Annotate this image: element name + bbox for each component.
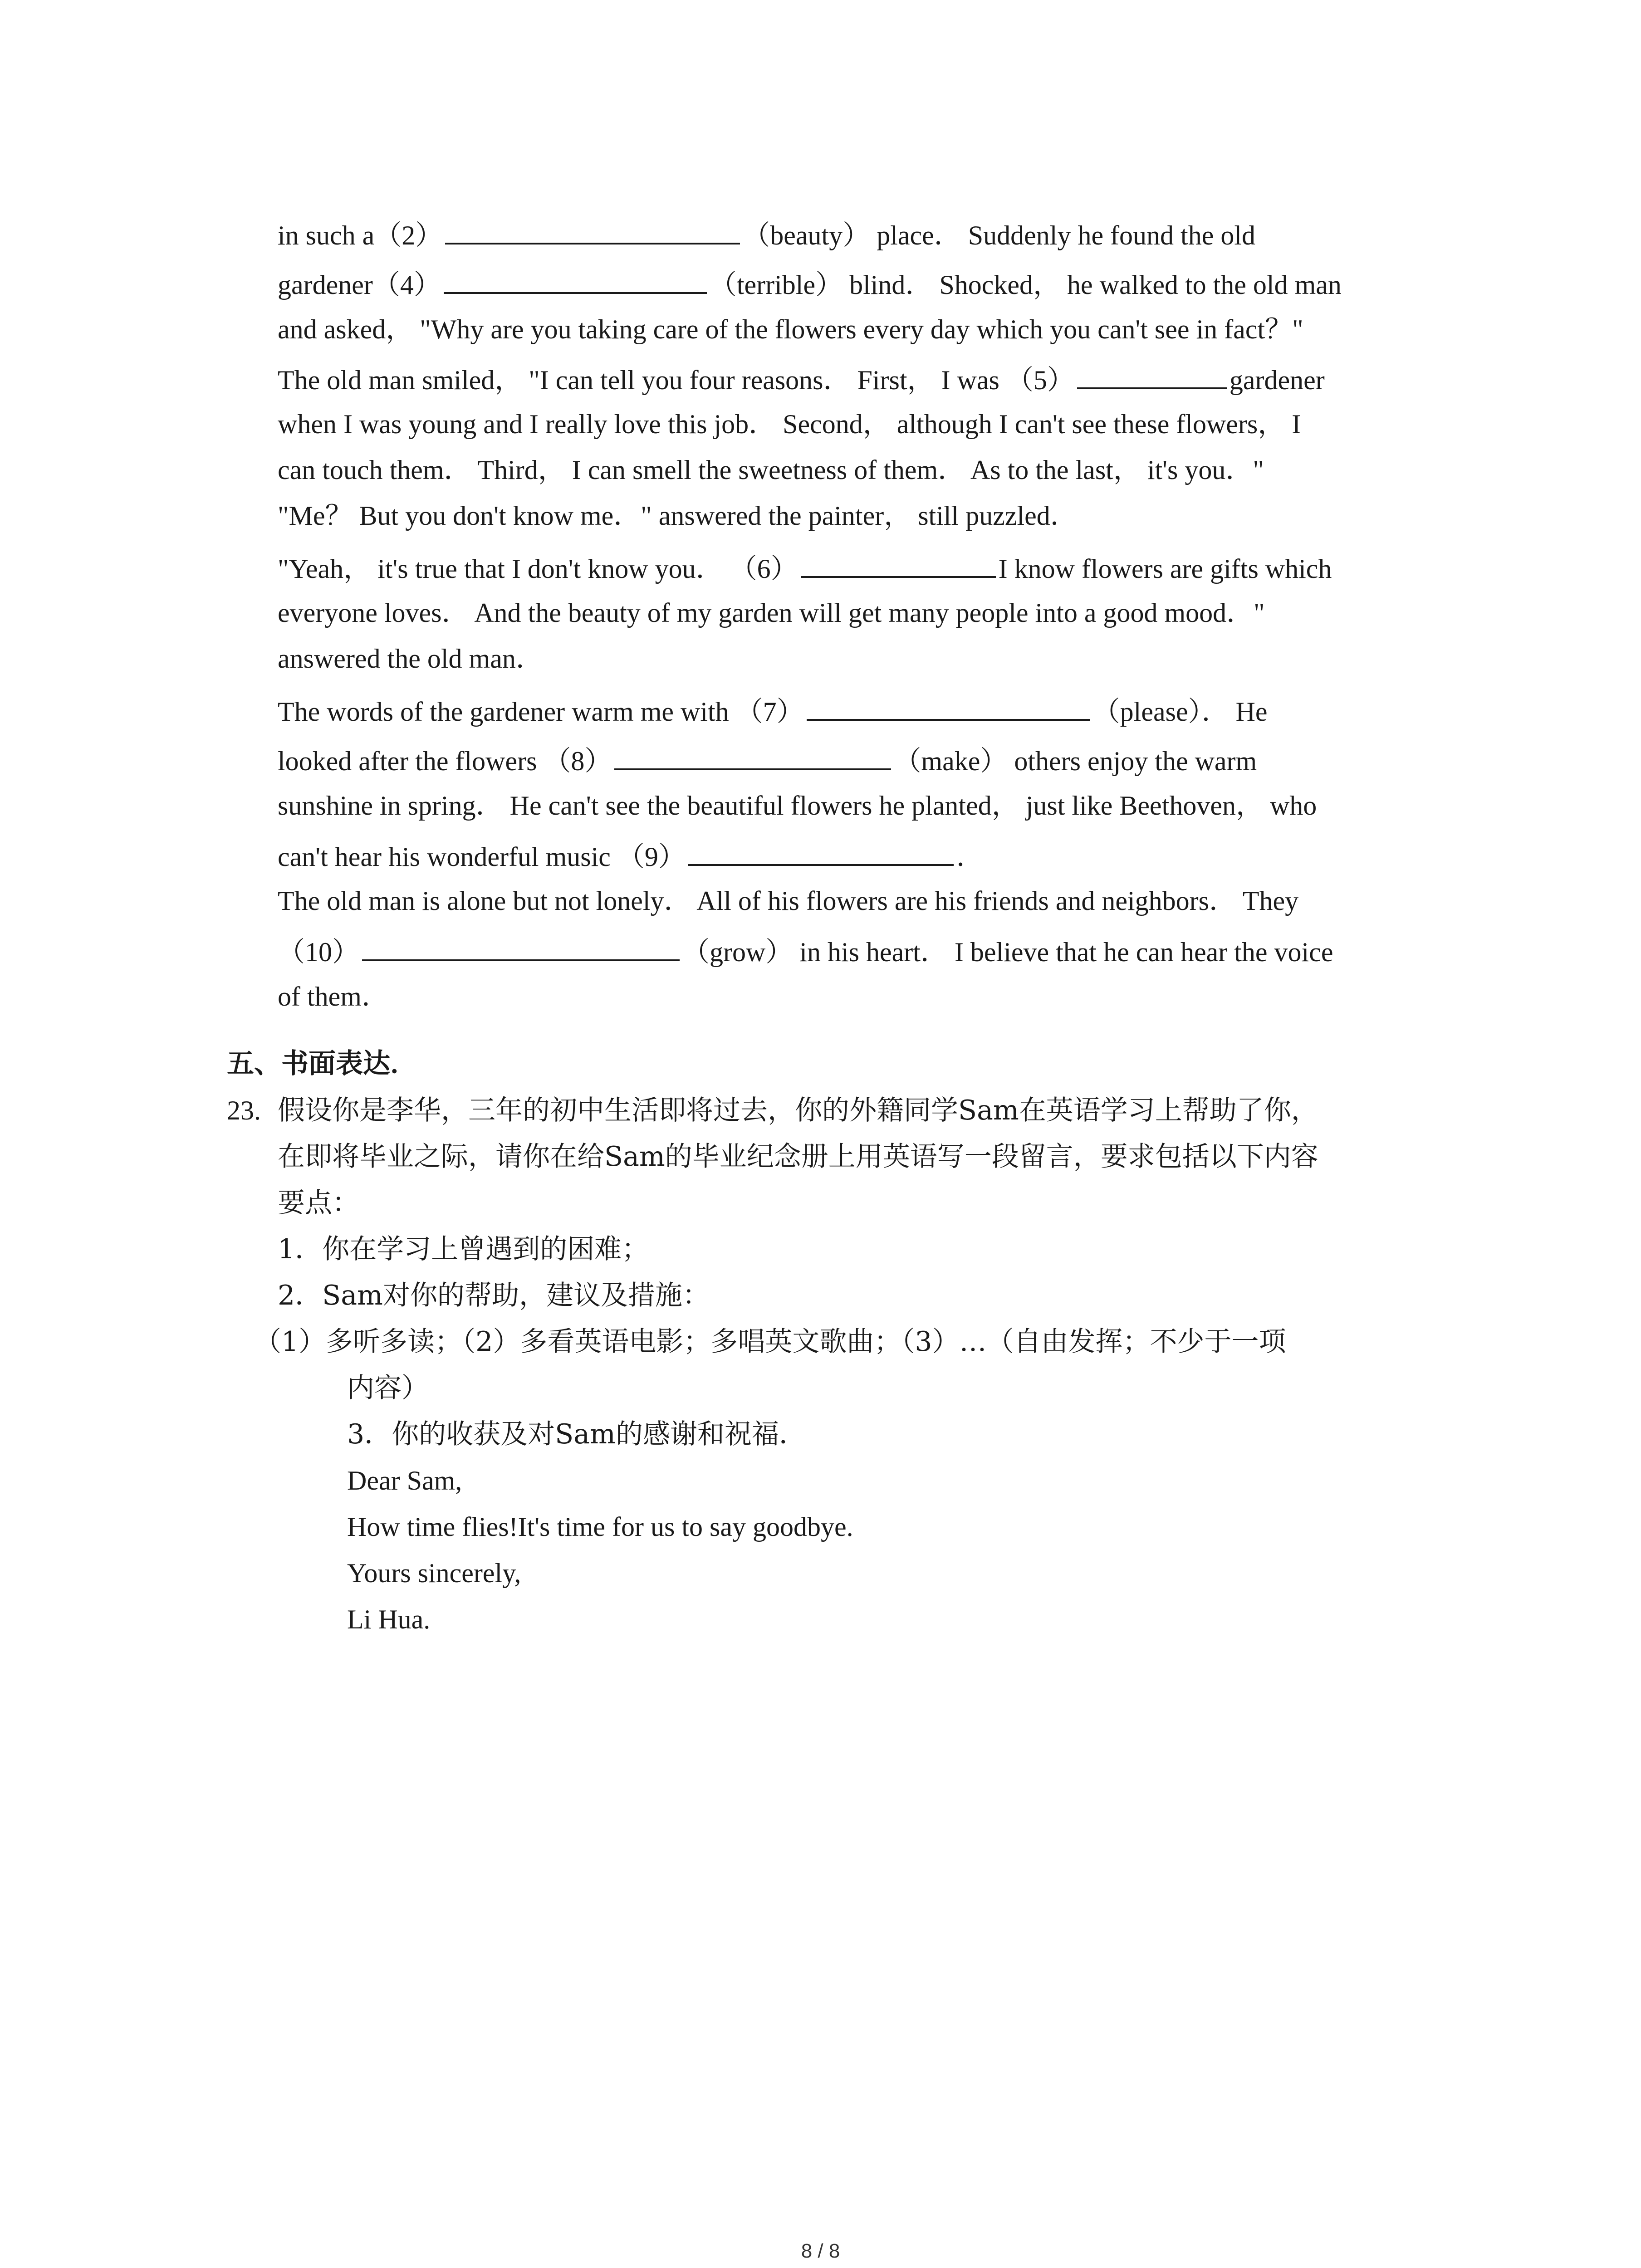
passage-line-8 — [278, 549, 1332, 587]
passage-line-6: can touch them． Third， I can smell the sweetness of them． As to the last， it's you．" — [278, 455, 1264, 485]
letter-closing: Yours sincerely, — [347, 1558, 521, 1588]
answer-blank-6 — [801, 549, 996, 578]
requirement-point-2-detail-cont: 内容） — [347, 1372, 429, 1404]
line-text: （make） others enjoy the warm — [894, 746, 1257, 776]
answer-blank-4 — [444, 265, 707, 294]
section-title: 五、书面表达． — [227, 1048, 417, 1080]
requirement-point-2: 2．Sam对你的帮助，建议及措施： — [278, 1280, 710, 1311]
line-text: looked after the flowers （8） — [278, 746, 612, 776]
line-text: The old man smiled， "I can tell you four reasons． First， I was （5） — [278, 365, 1074, 395]
passage-line-10: answered the old man． — [278, 644, 543, 674]
answer-blank-8 — [614, 741, 891, 770]
question-prompt-line-3: 要点： — [278, 1187, 359, 1219]
requirement-point-2-detail: （1）多听多读；（2）多看英语电影；多唱英文歌曲；（3）…（自由发挥；不少于一项 — [254, 1326, 1286, 1358]
passage-line-5: when I was young and I really love this job． Second， although I can't see these flowers， I — [278, 409, 1301, 439]
answer-blank-5 — [1077, 360, 1227, 389]
passage-line-2 — [278, 265, 1342, 303]
line-text: ． — [956, 842, 984, 872]
letter-salutation: Dear Sam, — [347, 1466, 462, 1496]
passage-line-4 — [278, 360, 1325, 398]
passage-line-15: The old man is alone but not lonely． All of his flowers are his friends and neighbors． They — [278, 886, 1299, 916]
answer-blank-7 — [807, 692, 1090, 721]
passage-line-3: and asked， "Why are you taking care of the flowers every day which you can't see in fact？" — [278, 314, 1303, 344]
line-text: （terrible） blind． Shocked， he walked to the old man — [709, 270, 1342, 300]
line-text: The words of the gardener warm me with （7） — [278, 697, 804, 727]
passage-line-11 — [278, 692, 1268, 730]
line-text: in such a（2） — [278, 220, 443, 250]
passage-line-17: of them． — [278, 982, 389, 1012]
question-number: 23. — [227, 1095, 261, 1125]
line-text: （10） — [278, 937, 359, 967]
line-text: （grow） in his heart． I believe that he can hear the voice — [682, 937, 1333, 967]
answer-blank-9 — [688, 837, 954, 866]
answer-blank-2 — [445, 215, 740, 244]
passage-line-16 — [278, 932, 1333, 970]
line-text: gardener（4） — [278, 270, 441, 300]
question-prompt-line-2: 在即将毕业之际，请你在给Sam的毕业纪念册上用英语写一段留言，要求包括以下内容 — [278, 1141, 1318, 1173]
requirement-point-3: 3．你的收获及对Sam的感谢和祝福． — [347, 1418, 806, 1450]
requirement-point-1: 1．你在学习上曾遇到的困难； — [278, 1233, 649, 1265]
page-number: 8 / 8 — [801, 2240, 840, 2262]
passage-line-1 — [278, 215, 1255, 254]
line-text: I know flowers are gifts which — [998, 554, 1332, 584]
letter-signature: Li Hua. — [347, 1604, 431, 1634]
passage-line-7: "Me？ But you don't know me．" answered the painter， still puzzled． — [278, 501, 1078, 531]
passage-line-12 — [278, 741, 1257, 779]
passage-line-13: sunshine in spring． He can't see the beautiful flowers he planted， just like Beethoven， who — [278, 791, 1317, 821]
line-text: （beauty） place． Suddenly he found the old — [743, 220, 1256, 250]
question-prompt-line-1: 假设你是李华，三年的初中生活即将过去，你的外籍同学Sam在英语学习上帮助了你， — [278, 1095, 1318, 1126]
passage-line-9: everyone loves． And the beauty of my garden will get many people into a good mood．" — [278, 598, 1265, 628]
letter-opening: How time flies!It's time for us to say goodbye. — [347, 1512, 853, 1542]
line-text: can't hear his wonderful music （9） — [278, 842, 686, 872]
passage-line-14 — [278, 837, 984, 875]
line-text: "Yeah， it's true that I don't know you． （6） — [278, 554, 798, 584]
line-text: gardener — [1229, 365, 1325, 395]
answer-blank-10 — [362, 932, 680, 961]
line-text: （please）． He — [1092, 697, 1268, 727]
